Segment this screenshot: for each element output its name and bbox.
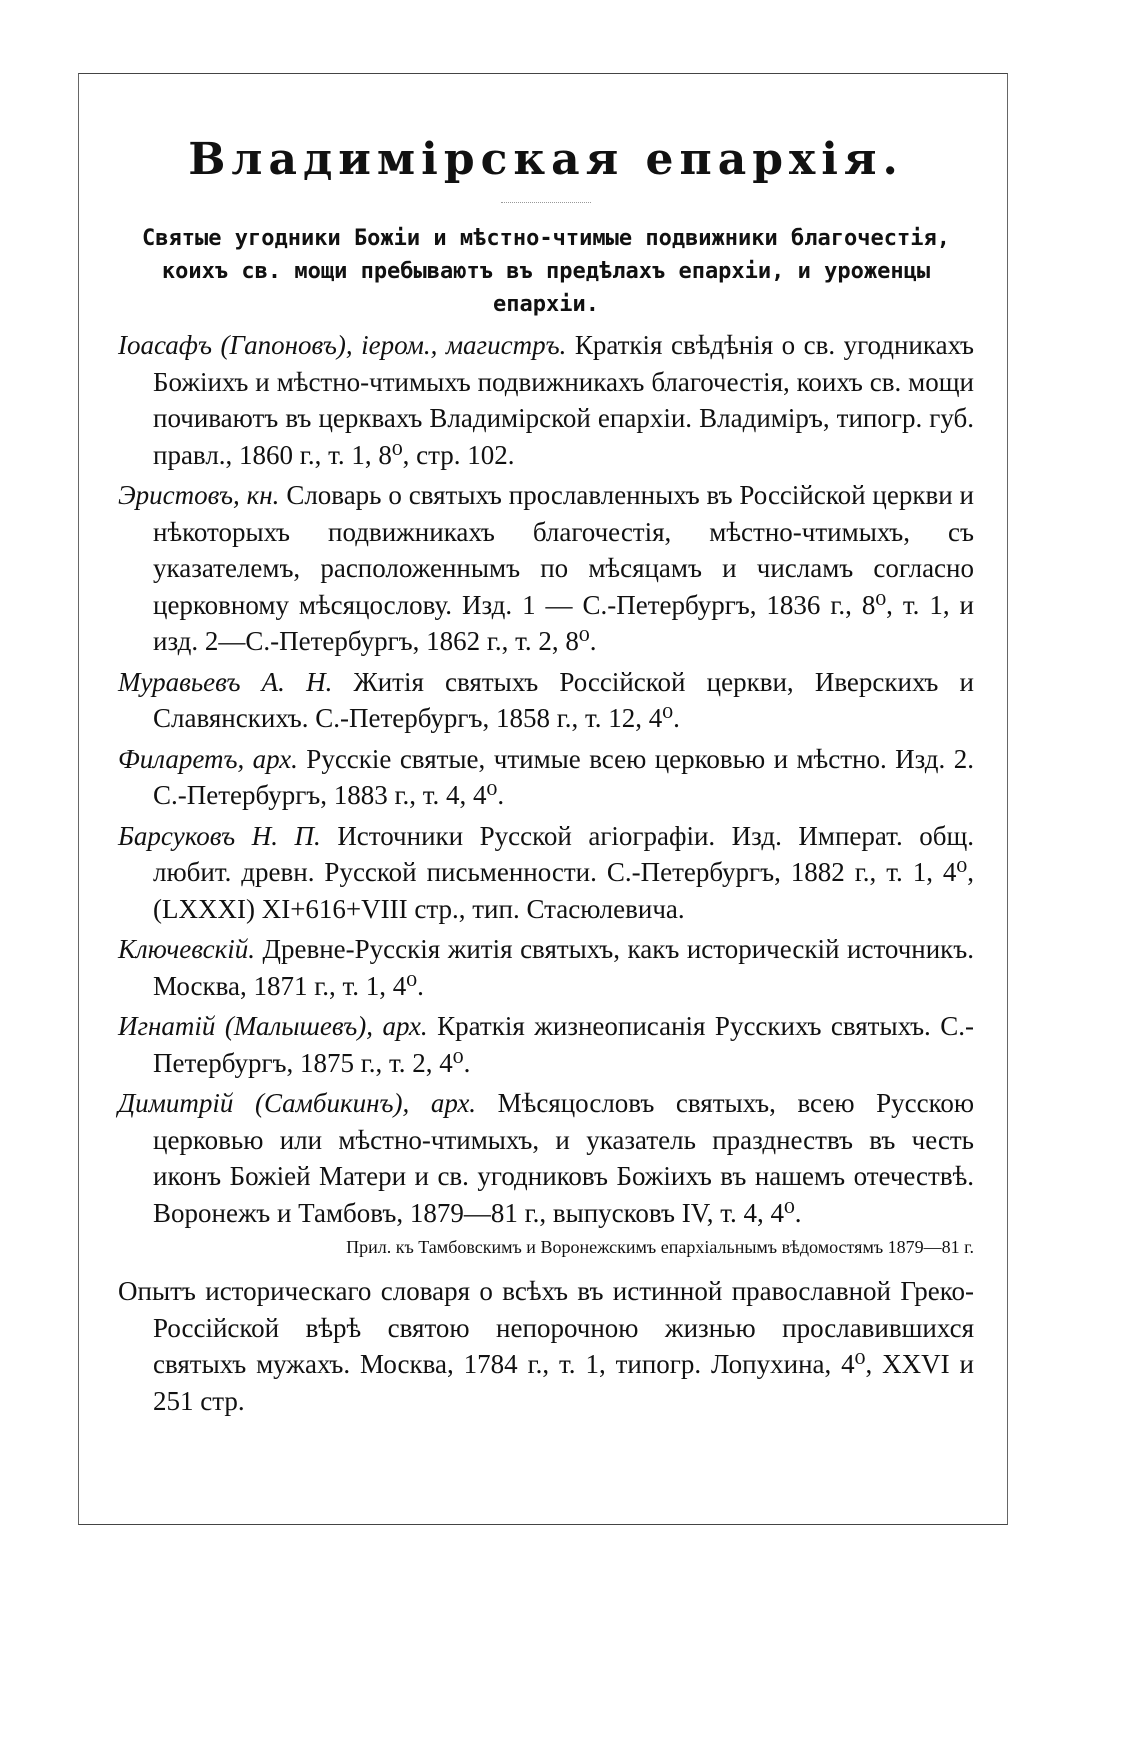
page-title: Владимірская епархія. xyxy=(188,134,904,185)
entry-text: Житія святыхъ Россійской церкви, Иверскихъ и Славянскихъ. С.-Петербургъ, 1858 г., т. 12, 4⁰. xyxy=(153,666,974,733)
entry-author: Игнатій (Малышевъ), арх. xyxy=(118,1011,428,1041)
entry-author: Ключевскій. xyxy=(118,934,255,964)
entry-note: Прил. къ Тамбовскимъ и Воронежскимъ епархіальнымъ вѣдомостямъ 1879—81 г. xyxy=(346,1237,974,1257)
bibliography-entry xyxy=(118,664,974,737)
entry-author: Эристовъ, кн. xyxy=(118,480,280,510)
entry-text: Источники Русской агіографіи. Изд. Императ. общ. любит. древн. Русской письменности. С.-Петербургъ, 1882 г., т. 1, 4⁰, (LXXXI) XI+616+VIII стр., тип. Стасюлевича. xyxy=(153,820,975,924)
entry-text: Русскіе святые, чтимые всею церковью и мѣстно. Изд. 2. С.-Петербургъ, 1883 г., т. 4, 4⁰. xyxy=(153,743,974,810)
entry-text: Краткія жизнеописанія Русскихъ святыхъ. С.-Петербургъ, 1875 г., т. 2, 4⁰. xyxy=(153,1011,974,1078)
entry-text: Краткія свѣдѣнія о св. угодникахъ Божіихъ и мѣстно-чтимыхъ подвижникахъ благочестія, коихъ св. мощи почиваютъ въ церквахъ Владимірской епархіи. Владиміръ, типогр. губ. правл., 1860 г., т. 1, 8⁰, стр. 102. xyxy=(153,330,974,470)
bibliography-entry xyxy=(118,818,974,928)
title-divider xyxy=(501,202,591,204)
bibliography-entry xyxy=(118,1008,974,1081)
entry-author: Филаретъ, арх. xyxy=(118,743,298,774)
entry-text: Словарь о святыхъ прославленныхъ въ Россійской церкви и нѣкоторыхъ подвижникахъ благочестія, мѣстно-чтимыхъ, съ указателемъ, расположеннымъ по мѣсяцамъ и числамъ согласно церковному мѣсяцослову. Изд. 1 — С.-Петербургъ, 1836 г., 8⁰, т. 1, и изд. 2—С.-Петербургъ, 1862 г., т. 2, 8⁰. xyxy=(153,480,974,656)
bibliography-entry-anonymous: Опытъ историческаго словаря о всѣхъ въ истинной православной Греко-Россійской вѣрѣ святою непорочною жизнью прославившихся святыхъ мужахъ. Москва, 1784 г., т. 1, типогр. Лопухина, 4⁰, XXVI и 251 стр. xyxy=(118,1276,974,1416)
bibliography-entry xyxy=(118,327,974,473)
entry-author: Іоасафъ (Гапоновъ), іером., магистръ. xyxy=(118,330,567,360)
entry-text: Мѣсяцословъ святыхъ, всею Русскою церковью или мѣстно-чтимыхъ, и указатель празднествъ въ честь иконъ Божіей Матери и св. угодниковъ Божіихъ въ нашемъ отечествѣ. Воронежъ и Тамбовъ, 1879—81 г., выпусковъ IV, т. 4, 4⁰. xyxy=(153,1088,974,1228)
bibliography-entry xyxy=(118,477,974,660)
page-content xyxy=(118,132,974,1423)
entry-author: Барсуковъ Н. П. xyxy=(118,820,321,851)
entry-text: Древне-Русскія житія святыхъ, какъ историческій источникъ. Москва, 1871 г., т. 1, 4⁰. xyxy=(153,934,975,1001)
bibliography-entry xyxy=(118,1085,974,1231)
bibliography-entry xyxy=(118,741,974,814)
entry-author: Димитрій (Самбикинъ), арх. xyxy=(118,1088,477,1118)
entry-author: Муравьевъ А. Н. xyxy=(118,666,333,697)
bibliography-entry xyxy=(118,931,974,1004)
section-subtitle: Святые угодники Божіи и мѣстно-чтимые подвижники благочестія, коихъ св. мощи пребываютъ въ предѣлахъ епархіи, и уроженцы епархіи. xyxy=(142,226,950,317)
